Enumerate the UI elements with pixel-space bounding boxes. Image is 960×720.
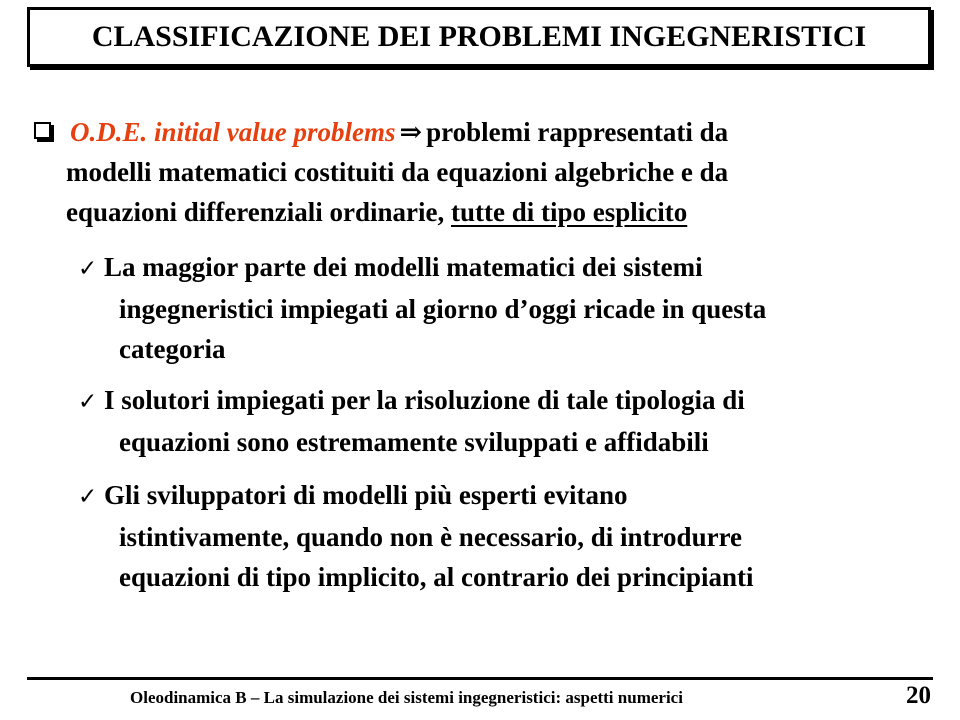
check-item-line [78,247,908,289]
square-bullet-icon [34,122,51,139]
check-item-line: categoria [119,334,226,364]
title-box [27,7,931,67]
check-item-line: ingegneristici impiegati al giorno d’oggi ricade in questa [119,294,767,324]
check-item-line: equazioni sono estremamente sviluppati e affidabili [119,427,709,457]
check-item-line: equazioni di tipo implicito, al contrario dei principianti [119,562,754,592]
implies-arrow-icon: ⇒ [399,117,423,147]
check-item-line: istintivamente, quando non è necessario, di introdurre [119,522,743,552]
check-item-1 [78,247,908,369]
check-item-2 [78,380,908,462]
main-bullet-line3 [66,192,890,232]
footer-divider [27,677,933,680]
check-icon: ✓ [78,389,98,415]
check-item-text: Gli sviluppatori di modelli più esperti evitano [104,480,628,510]
ode-highlight: O.D.E. initial value problems [70,117,396,147]
main-bullet-text [66,112,890,232]
check-item-3 [78,475,908,597]
check-item-text: La maggior parte dei modelli matematici dei sistemi [104,252,703,282]
check-item-line [78,380,908,422]
check-icon: ✓ [78,256,98,282]
main-bullet [28,112,908,232]
slide-title: CLASSIFICAZIONE DEI PROBLEMI INGEGNERISTICI [91,20,867,53]
check-icon: ✓ [78,484,98,510]
main-bullet-line2: modelli matematici costituiti da equazioni algebriche e da [66,157,729,187]
main-bullet-line1: problemi rappresentati da [426,117,729,147]
page-number: 20 [906,682,931,709]
main-bullet-line3-plain: equazioni differenziali ordinarie, [66,197,445,227]
explicit-underlined-text: tutte di tipo esplicito [450,197,688,227]
check-item-line [78,475,908,517]
footer-text: Oleodinamica B – La simulazione dei sistemi ingegneristici: aspetti numerici [130,688,683,707]
check-item-text: I solutori impiegati per la risoluzione di tale tipologia di [104,385,745,415]
